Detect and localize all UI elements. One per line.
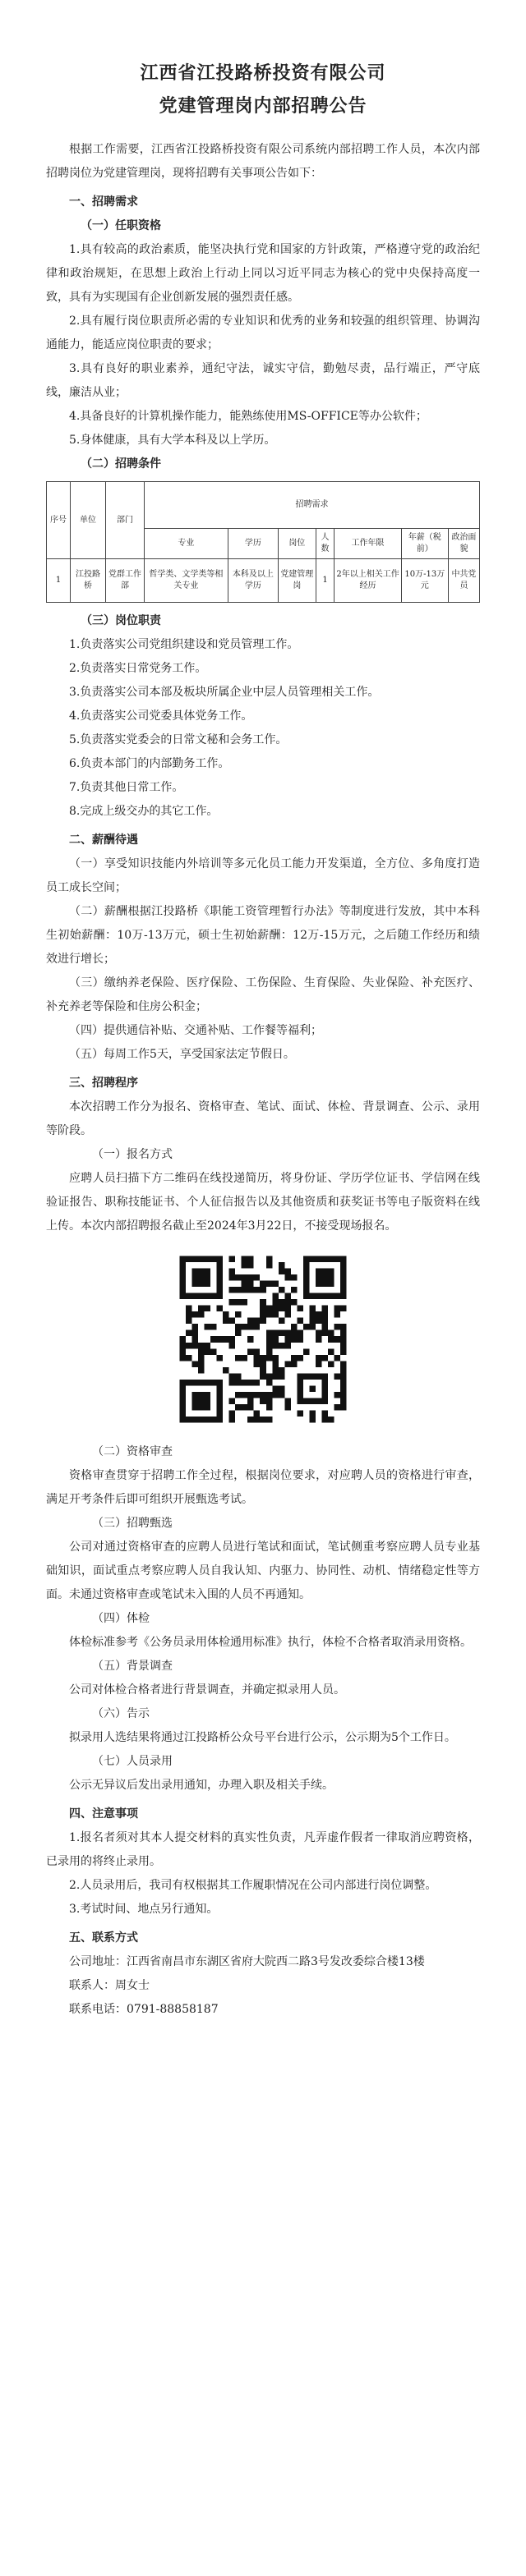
qualification-item: 1.具有较高的政治素质，能坚决执行党和国家的方针政策，严格遵守党的政治纪律和政治规矩，在思想上政治上行动上同以习近平同志为核心的党中央保持高度一致，具有为实现国有企业创新发展的强烈责任感。 xyxy=(46,243,480,304)
table-header-count: 人数 xyxy=(316,529,335,559)
table-cell-salary: 10万-13万元 xyxy=(401,559,448,603)
table-cell-political: 中共党员 xyxy=(448,559,479,603)
table-header-post: 岗位 xyxy=(278,529,316,559)
contact-address: 公司地址：江西省南昌市东湖区省府大院西二路3号发改委综合楼13楼 xyxy=(69,1955,425,1968)
table-header-requirements: 招聘需求 xyxy=(145,482,480,529)
section-heading-notes: 四、注意事项 xyxy=(69,1807,138,1821)
step-text-hiring: 公示无异议后发出录用通知，办理入职及相关手续。 xyxy=(69,1779,334,1792)
note-item: 3.考试时间、地点另行通知。 xyxy=(69,1903,219,1916)
table-header-salary: 年薪（税前） xyxy=(401,529,448,559)
step-heading-notice: （六）告示 xyxy=(92,1707,150,1720)
qualification-item: 4.具备良好的计算机操作能力，能熟练使用MS-OFFICE等办公软件； xyxy=(69,410,427,423)
duty-item: 6.负责本部门的内部勤务工作。 xyxy=(69,757,230,770)
pay-item: （五）每周工作5天，享受国家法定节假日。 xyxy=(69,1048,295,1061)
step-text-background: 公司对体检合格者进行背景调查，并确定拟录用人员。 xyxy=(69,1683,345,1697)
section-heading-contact: 五、联系方式 xyxy=(69,1931,138,1945)
contact-person: 联系人：周女士 xyxy=(69,1979,150,1992)
pay-item: （三）缴纳养老保险、医疗保险、工伤保险、生育保险、失业保险、补充医疗、补充养老等保险和住房公积金； xyxy=(46,976,480,1013)
qr-code-icon[interactable] xyxy=(173,1250,353,1429)
section-heading-requirements: 一、招聘需求 xyxy=(69,195,138,209)
table-cell-unit: 江投路桥 xyxy=(71,559,106,603)
duty-item: 4.负责落实公司党委具体党务工作。 xyxy=(69,709,253,723)
qualification-item: 5.身体健康，具有大学本科及以上学历。 xyxy=(69,434,276,447)
table-cell-experience: 2年以上相关工作经历 xyxy=(335,559,401,603)
table-cell-post: 党建管理岗 xyxy=(278,559,316,603)
announcement-title: 党建管理岗内部招聘公告 xyxy=(159,95,367,117)
step-text-registration: 应聘人员扫描下方二维码在线投递简历，将身份证、学历学位证书、学信网在线验证报告、职称技能证书、个人征信报告以及其他资质和获奖证书等电子版资料在线上传。本次内部招聘报名截止至2024年3月22日，不接受现场报名。 xyxy=(46,1172,480,1233)
table-header-dept: 部门 xyxy=(106,482,145,559)
note-item: 1.报名者须对其本人提交材料的真实性负责，凡弄虚作假者一律取消应聘资格，已录用的将终止录用。 xyxy=(46,1831,480,1868)
table-header-education: 学历 xyxy=(228,529,278,559)
section-heading-procedure: 三、招聘程序 xyxy=(69,1077,138,1090)
subsection-heading-duties: （三）岗位职责 xyxy=(81,614,161,627)
table-cell-count: 1 xyxy=(316,559,335,603)
section-heading-pay: 二、薪酬待遇 xyxy=(69,833,138,847)
step-heading-review: （二）资格审查 xyxy=(92,1445,173,1458)
table-header-no: 序号 xyxy=(47,482,71,559)
company-title: 江西省江投路桥投资有限公司 xyxy=(140,62,386,84)
duty-item: 8.完成上级交办的其它工作。 xyxy=(69,805,219,818)
qualification-item: 2.具有履行岗位职责所必需的专业知识和优秀的业务和较强的组织管理、协调沟通能力，能适应岗位职责的要求； xyxy=(46,315,480,351)
intro-paragraph: 根据工作需要，江西省江投路桥投资有限公司系统内部招聘工作人员，本次内部招聘岗位为党建管理岗，现将招聘有关事项公告如下： xyxy=(46,143,480,180)
table-header-political: 政治面貌 xyxy=(448,529,479,559)
step-heading-selection: （三）招聘甄选 xyxy=(92,1517,173,1530)
step-heading-background: （五）背景调查 xyxy=(92,1660,173,1673)
step-heading-medical: （四）体检 xyxy=(92,1612,150,1625)
table-cell-major: 哲学类、文学类等相关专业 xyxy=(145,559,228,603)
subsection-heading-qualifications: （一）任职资格 xyxy=(81,219,161,232)
table-header-experience: 工作年限 xyxy=(335,529,401,559)
step-text-selection: 公司对通过资格审查的应聘人员进行笔试和面试，笔试侧重考察应聘人员专业基础知识，面试重点考察应聘人员自我认知、内驱力、协同性、动机、情绪稳定性等方面。未通过资格审查或笔试未入围的人员不再通知。 xyxy=(46,1541,480,1601)
procedure-intro: 本次招聘工作分为报名、资格审查、笔试、面试、体检、背景调查、公示、录用等阶段。 xyxy=(46,1100,480,1137)
subsection-heading-conditions: （二）招聘条件 xyxy=(81,457,161,471)
pay-item: （一）享受知识技能内外培训等多元化员工能力开发渠道，全方位、多角度打造员工成长空间； xyxy=(46,857,480,894)
step-heading-hiring: （七）人员录用 xyxy=(92,1755,173,1768)
pay-item: （二）薪酬根据江投路桥《职能工资管理暂行办法》等制度进行发放，其中本科生初始薪酬：10万-13万元，硕士生初始薪酬：12万-15万元，之后随工作经历和绩效进行增长； xyxy=(46,905,480,966)
table-cell-no: 1 xyxy=(47,559,71,603)
table-header-unit: 单位 xyxy=(71,482,106,559)
note-item: 2.人员录用后，我司有权根据其工作履职情况在公司内部进行岗位调整。 xyxy=(69,1879,437,1892)
pay-item: （四）提供通信补贴、交通补贴、工作餐等福利； xyxy=(69,1024,322,1037)
table-cell-education: 本科及以上学历 xyxy=(228,559,278,603)
duty-item: 5.负责落实党委会的日常文秘和会务工作。 xyxy=(69,733,288,746)
duty-item: 1.负责落实公司党组织建设和党员管理工作。 xyxy=(69,638,299,651)
table-header-major: 专业 xyxy=(145,529,228,559)
duty-item: 7.负责其他日常工作。 xyxy=(69,781,184,794)
step-text-review: 资格审查贯穿于招聘工作全过程，根据岗位要求，对应聘人员的资格进行审查，满足开考条件后即可组织开展甄选考试。 xyxy=(46,1469,480,1506)
table-cell-dept: 党群工作部 xyxy=(106,559,145,603)
contact-phone: 联系电话：0791-88858187 xyxy=(69,2003,219,2016)
step-text-medical: 体检标准参考《公务员录用体检通用标准》执行，体检不合格者取消录用资格。 xyxy=(69,1636,472,1649)
duty-item: 3.负责落实公司本部及板块所属企业中层人员管理相关工作。 xyxy=(69,686,380,699)
recruitment-table xyxy=(46,481,480,603)
step-heading-registration: （一）报名方式 xyxy=(92,1148,173,1161)
duty-item: 2.负责落实日常党务工作。 xyxy=(69,662,207,675)
qr-code-area xyxy=(46,1250,480,1429)
step-text-notice: 拟录用人选结果将通过江投路桥公众号平台进行公示，公示期为5个工作日。 xyxy=(69,1731,456,1744)
qualification-item: 3.具有良好的职业素养，通纪守法，诚实守信，勤勉尽责，品行端正，严守底线，廉洁从业； xyxy=(46,362,480,399)
table-row xyxy=(47,559,480,603)
